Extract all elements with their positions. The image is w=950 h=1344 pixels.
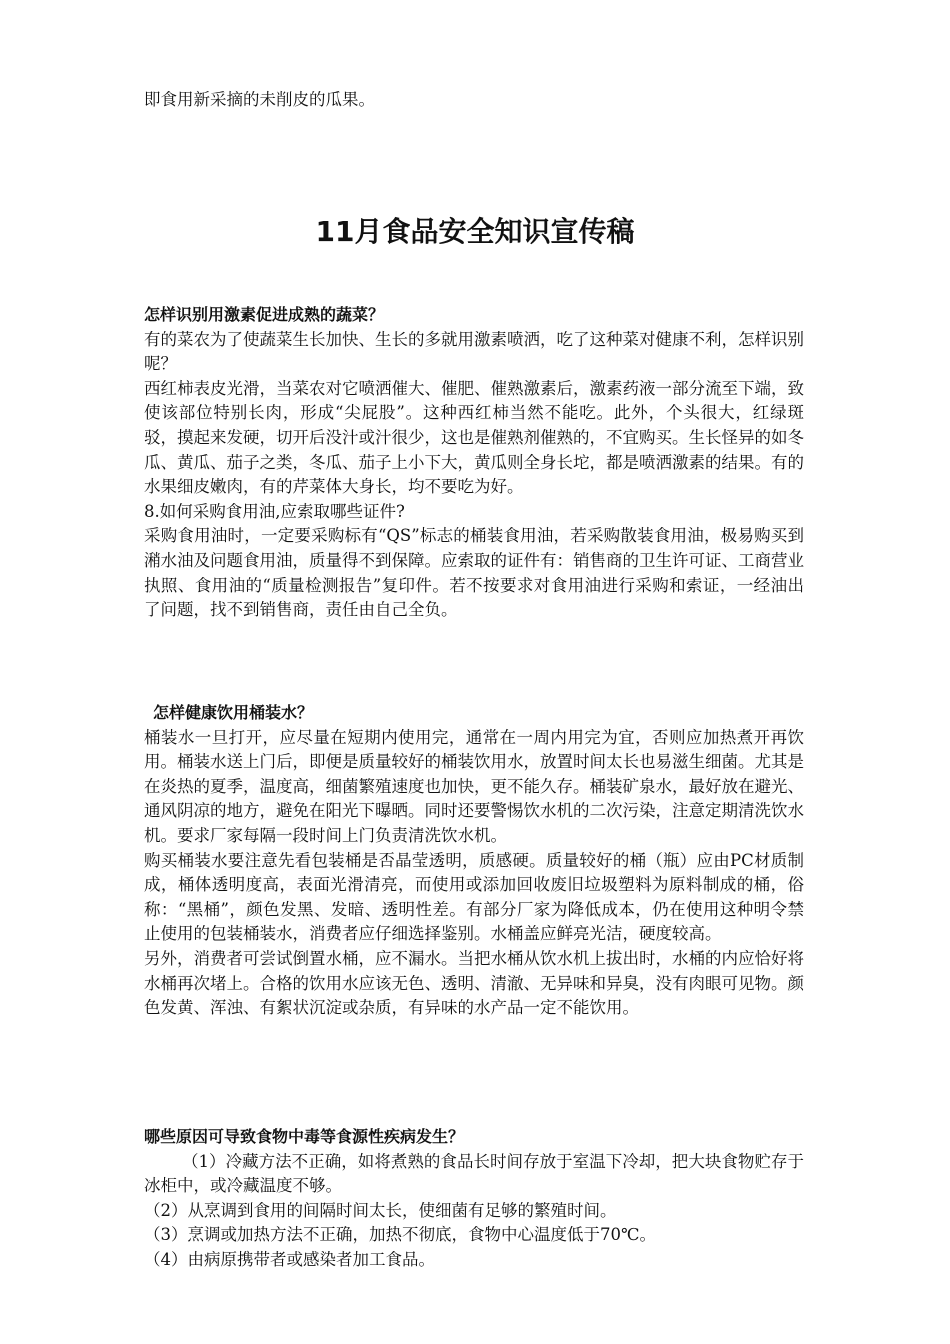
document-title: 11月食品安全知识宣传稿 [315,215,635,248]
list-item: （2）从烹调到食用的间隔时间太长，使细菌有足够的繁殖时间。 [144,1200,617,1220]
paragraph: 购买桶装水要注意先看包装桶是否晶莹透明，质感硬。质量较好的桶（瓶）应由PC材质制成，桶体透明度高，表面光滑清亮，而使用或添加回收废旧垃圾塑料为原料制成的桶，俗称：“黑桶”，颜色发黑、发暗、透明性差。有部分厂家为降低成本，仍在使用这种明令禁止使用的包装桶装水，消费者应仔细选择鉴别。水桶盖应鲜亮光洁，硬度较高。 [144,850,804,944]
section-hormone-vegetables [144,303,804,623]
section-heading: 哪些原因可导致食物中毒等食源性疾病发生？ [144,1127,465,1146]
paragraph: 桶装水一旦打开，应尽量在短期内使用完，通常在一周内用完为宜，否则应加热煮开再饮用。桶装水送上门后，即便是质量较好的桶装饮用水，放置时间太长也易滋生细菌。尤其是在炎热的夏季，温度高，细菌繁殖速度也加快，更不能久存。桶装矿泉水，最好放在避光、通风阴凉的地方，避免在阳光下曝晒。同时还要警惕饮水机的二次污染，注意定期清洗饮水机。要求厂家每隔一段时间上门负责清洗饮水机。 [144,727,804,845]
section-bottled-water [144,701,804,1021]
paragraph: 有的菜农为了使蔬菜生长加快、生长的多就用激素喷洒，吃了这种菜对健康不利，怎样识别呢？ [144,329,804,374]
section-heading: 怎样识别用激素促进成熟的蔬菜？ [144,305,385,324]
previous-page-fragment: 即食用新采摘的未削皮的瓜果。 [144,90,375,109]
list-item: （3）烹调或加热方法不正确，加热不彻底，食物中心温度低于70℃。 [144,1225,656,1245]
question-line: 8.如何采购食用油,应索取哪些证件? [144,501,405,521]
list-item: （1）冷藏方法不正确，如将煮熟的食品长时间存放于室温下冷却，把大块食物贮存于冰柜中，或冷藏温度不够。 [144,1151,804,1196]
paragraph: 西红柿表皮光滑，当菜农对它喷洒催大、催肥、催熟激素后，激素药液一部分流至下端，致使该部位特别长肉，形成“尖屁股”。这种西红柿当然不能吃。此外，个头很大，红绿斑驳，摸起来发硬，切开后没汁或汁很少，这也是催熟剂催熟的，不宜购买。生长怪异的如冬瓜、黄瓜、茄子之类，冬瓜、茄子上小下大，黄瓜则全身长坨，都是喷洒激素的结果。有的水果细皮嫩肉，有的芹菜体大身长，均不要吃为好。 [144,378,804,497]
list-item: （4）由病原携带者或感染者加工食品。 [144,1249,435,1269]
paragraph: 采购食用油时，一定要采购标有“QS”标志的桶装食用油，若采购散装食用油，极易购买到潲水油及问题食用油，质量得不到保障。应索取的证件有：销售商的卫生许可证、工商营业执照、食用油的“质量检测报告”复印件。若不按要求对食用油进行采购和索证，一经油出了问题，找不到销售商，责任由自己全负。 [144,526,804,620]
section-heading: 怎样健康饮用桶装水？ [153,703,314,722]
paragraph: 另外，消费者可尝试倒置水桶，应不漏水。当把水桶从饮水机上拔出时，水桶的内应恰好将水桶再次堵上。合格的饮用水应该无色、透明、清澈、无异味和异臭，没有肉眼可见物。颜色发黄、浑浊、有絮状沉淀或杂质，有异味的水产品一定不能饮用。 [144,948,804,1018]
section-food-poisoning-causes [144,1125,804,1273]
